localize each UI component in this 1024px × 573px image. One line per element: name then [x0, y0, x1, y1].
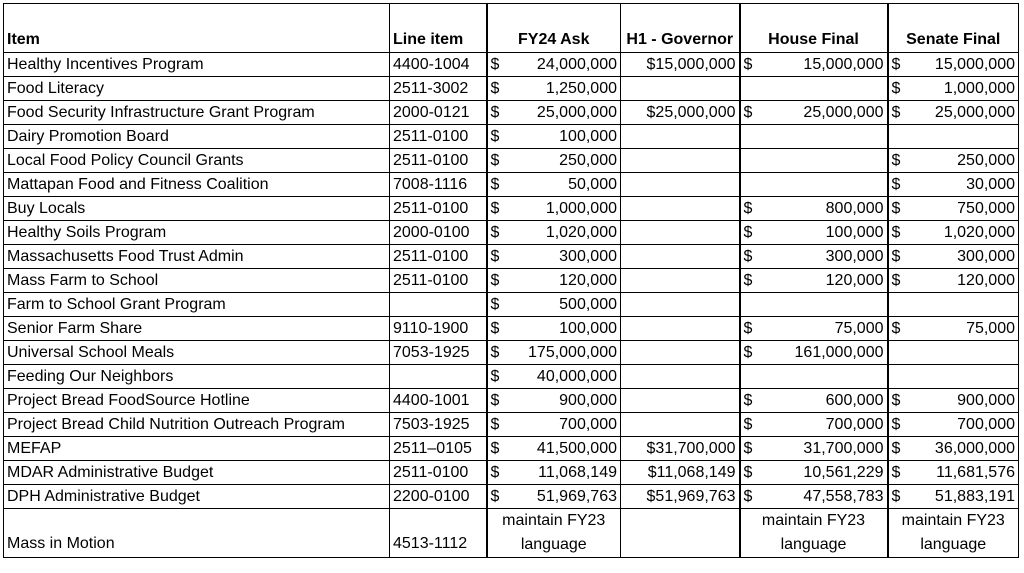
header-senate-final: Senate Final: [888, 4, 1019, 53]
amount-value: 120,000: [825, 271, 884, 289]
cell-governor: $15,000,000: [621, 53, 740, 77]
currency-symbol: $: [490, 79, 500, 97]
amount-value: 11,681,576: [936, 463, 1015, 481]
table-row: [4, 77, 1019, 101]
currency-symbol: $: [743, 391, 753, 409]
cell-item: Food Security Infrastructure Grant Program: [4, 101, 390, 125]
cell-house: maintain FY23 language: [740, 509, 888, 558]
cell-house: [740, 389, 888, 413]
table-row: [4, 413, 1019, 437]
currency-symbol: $: [743, 271, 753, 289]
cell-item: Project Bread FoodSource Hotline: [4, 389, 390, 413]
cell-governor: $25,000,000: [621, 101, 740, 125]
cell-house: [740, 197, 888, 221]
amount-value: 700,000: [957, 415, 1015, 433]
cell-governor: $11,068,149: [621, 461, 740, 485]
cell-house: [740, 221, 888, 245]
currency-symbol: $: [891, 223, 901, 241]
amount-value: 50,000: [568, 175, 617, 193]
cell-senate: [888, 197, 1019, 221]
amount-value: 700,000: [559, 415, 617, 433]
currency-symbol: $: [891, 247, 901, 265]
currency-symbol: $: [743, 487, 753, 505]
currency-symbol: $: [743, 343, 753, 361]
cell-senate: [888, 53, 1019, 77]
amount-value: 1,020,000: [943, 223, 1015, 241]
amount-value: 40,000,000: [536, 367, 617, 385]
currency-symbol: $: [891, 439, 901, 457]
cell-house: [740, 461, 888, 485]
cell-governor: [621, 77, 740, 101]
cell-ask: [487, 437, 621, 461]
cell-senate: [888, 245, 1019, 269]
amount-value: 120,000: [957, 271, 1015, 289]
cell-house: [740, 269, 888, 293]
table-row: [4, 317, 1019, 341]
cell-line-item: 2511-0100: [390, 125, 487, 149]
cell-ask: [487, 221, 621, 245]
currency-symbol: $: [891, 199, 901, 217]
cell-ask: [487, 365, 621, 389]
amount-value: 300,000: [825, 247, 884, 265]
cell-ask: [487, 269, 621, 293]
currency-symbol: $: [490, 439, 500, 457]
cell-ask: [487, 413, 621, 437]
cell-ask: [487, 53, 621, 77]
cell-line-item: 7008-1116: [390, 173, 487, 197]
amount-value: 120,000: [559, 271, 617, 289]
budget-table: [3, 3, 1019, 558]
amount-value: 15,000,000: [803, 55, 884, 73]
cell-senate: maintain FY23 language: [888, 509, 1019, 558]
amount-value: 25,000,000: [536, 103, 617, 121]
header-h1-governor: H1 - Governor: [621, 4, 740, 53]
currency-symbol: $: [743, 199, 753, 217]
currency-symbol: $: [743, 415, 753, 433]
cell-ask: [487, 485, 621, 509]
cell-item: Farm to School Grant Program: [4, 293, 390, 317]
amount-value: 900,000: [957, 391, 1015, 409]
cell-item: MDAR Administrative Budget: [4, 461, 390, 485]
cell-governor: [621, 317, 740, 341]
amount-value: 41,500,000: [536, 439, 617, 457]
cell-governor: [621, 125, 740, 149]
amount-value: 51,969,763: [536, 487, 617, 505]
amount-value: 250,000: [559, 151, 617, 169]
cell-item: DPH Administrative Budget: [4, 485, 390, 509]
amount-value: 300,000: [559, 247, 617, 265]
cell-house: [740, 293, 888, 317]
amount-value: 25,000,000: [803, 103, 884, 121]
currency-symbol: $: [743, 55, 753, 73]
cell-senate: [888, 125, 1019, 149]
amount-value: 900,000: [559, 391, 617, 409]
currency-symbol: $: [743, 247, 753, 265]
cell-line-item: 2511-0100: [390, 461, 487, 485]
cell-line-item: 2511-0100: [390, 245, 487, 269]
cell-line-item: 2000-0121: [390, 101, 487, 125]
currency-symbol: $: [743, 223, 753, 241]
cell-governor: [621, 173, 740, 197]
currency-symbol: $: [891, 415, 901, 433]
cell-ask: [487, 125, 621, 149]
cell-line-item: 2511-0100: [390, 197, 487, 221]
amount-value: 30,000: [966, 175, 1015, 193]
cell-governor: [621, 245, 740, 269]
cell-ask: [487, 101, 621, 125]
cell-line-item: 2511–0105: [390, 437, 487, 461]
cell-line-item: 2000-0100: [390, 221, 487, 245]
currency-symbol: $: [891, 463, 901, 481]
cell-senate: [888, 149, 1019, 173]
amount-value: 600,000: [825, 391, 884, 409]
amount-value: 11,068,149: [538, 463, 617, 481]
cell-house: [740, 101, 888, 125]
amount-value: 1,020,000: [545, 223, 617, 241]
cell-line-item: 7503-1925: [390, 413, 487, 437]
currency-symbol: $: [490, 295, 500, 313]
cell-governor: [621, 341, 740, 365]
cell-house: [740, 77, 888, 101]
currency-symbol: $: [490, 271, 500, 289]
amount-value: 750,000: [957, 199, 1015, 217]
table-row: [4, 245, 1019, 269]
amount-value: 1,000,000: [545, 199, 617, 217]
cell-item: Senior Farm Share: [4, 317, 390, 341]
cell-senate: [888, 77, 1019, 101]
table-row: [4, 485, 1019, 509]
amount-value: 161,000,000: [794, 343, 884, 361]
currency-symbol: $: [490, 391, 500, 409]
currency-symbol: $: [490, 103, 500, 121]
currency-symbol: $: [891, 79, 901, 97]
currency-symbol: $: [490, 55, 500, 73]
table-row: [4, 149, 1019, 173]
cell-item: Mass in Motion: [4, 509, 390, 558]
cell-senate: [888, 413, 1019, 437]
cell-item: Buy Locals: [4, 197, 390, 221]
cell-item: Mattapan Food and Fitness Coalition: [4, 173, 390, 197]
cell-line-item: 2511-0100: [390, 149, 487, 173]
cell-ask: [487, 149, 621, 173]
amount-value: 1,250,000: [545, 79, 617, 97]
cell-ask: [487, 77, 621, 101]
cell-governor: $31,700,000: [621, 437, 740, 461]
table-row: [4, 125, 1019, 149]
currency-symbol: $: [490, 415, 500, 433]
table-row: [4, 461, 1019, 485]
currency-symbol: $: [490, 463, 500, 481]
cell-house: [740, 173, 888, 197]
currency-symbol: $: [490, 247, 500, 265]
table-row: [4, 197, 1019, 221]
currency-symbol: $: [891, 103, 901, 121]
currency-symbol: $: [490, 343, 500, 361]
amount-value: 75,000: [834, 319, 884, 337]
currency-symbol: $: [490, 487, 500, 505]
cell-item: Universal School Meals: [4, 341, 390, 365]
cell-ask: [487, 461, 621, 485]
cell-ask: maintain FY23 language: [487, 509, 621, 558]
amount-value: 100,000: [825, 223, 884, 241]
amount-value: 47,558,783: [803, 487, 884, 505]
cell-line-item: [390, 365, 487, 389]
currency-symbol: $: [743, 319, 753, 337]
amount-value: 300,000: [957, 247, 1015, 265]
cell-ask: [487, 293, 621, 317]
cell-governor: [621, 269, 740, 293]
cell-senate: [888, 317, 1019, 341]
cell-item: Massachusetts Food Trust Admin: [4, 245, 390, 269]
table-row: [4, 341, 1019, 365]
amount-value: 36,000,000: [934, 439, 1015, 457]
header-item: Item: [4, 4, 390, 53]
cell-governor: [621, 389, 740, 413]
cell-item: Mass Farm to School: [4, 269, 390, 293]
amount-value: 15,000,000: [934, 55, 1015, 73]
cell-item: Healthy Incentives Program: [4, 53, 390, 77]
table-row: [4, 269, 1019, 293]
amount-value: 31,700,000: [803, 439, 884, 457]
currency-symbol: $: [743, 439, 753, 457]
cell-house: [740, 53, 888, 77]
amount-value: 175,000,000: [528, 343, 617, 361]
cell-item: Local Food Policy Council Grants: [4, 149, 390, 173]
amount-value: 25,000,000: [934, 103, 1015, 121]
cell-line-item: 2511-3002: [390, 77, 487, 101]
amount-value: 700,000: [825, 415, 884, 433]
cell-governor: [621, 509, 740, 558]
cell-house: [740, 485, 888, 509]
amount-value: 250,000: [957, 151, 1015, 169]
header-house-final: House Final: [740, 4, 888, 53]
cell-governor: [621, 413, 740, 437]
table-row: [4, 389, 1019, 413]
cell-senate: [888, 293, 1019, 317]
currency-symbol: $: [891, 487, 901, 505]
currency-symbol: $: [891, 391, 901, 409]
cell-line-item: 2200-0100: [390, 485, 487, 509]
amount-value: 10,561,229: [803, 463, 884, 481]
table-row: [4, 365, 1019, 389]
cell-senate: [888, 173, 1019, 197]
cell-senate: [888, 365, 1019, 389]
cell-line-item: 9110-1900: [390, 317, 487, 341]
table-row: [4, 437, 1019, 461]
cell-item: MEFAP: [4, 437, 390, 461]
currency-symbol: $: [891, 271, 901, 289]
cell-senate: [888, 485, 1019, 509]
cell-house: [740, 413, 888, 437]
amount-value: 100,000: [559, 319, 617, 337]
cell-senate: [888, 437, 1019, 461]
amount-value: 500,000: [559, 295, 617, 313]
amount-value: 51,883,191: [934, 487, 1015, 505]
currency-symbol: $: [891, 55, 901, 73]
cell-item: Feeding Our Neighbors: [4, 365, 390, 389]
currency-symbol: $: [490, 127, 500, 145]
cell-house: [740, 125, 888, 149]
cell-item: Dairy Promotion Board: [4, 125, 390, 149]
table-row: [4, 53, 1019, 77]
cell-ask: [487, 317, 621, 341]
cell-house: [740, 317, 888, 341]
table-row: [4, 101, 1019, 125]
cell-house: [740, 437, 888, 461]
currency-symbol: $: [891, 175, 901, 193]
cell-item: Project Bread Child Nutrition Outreach Program: [4, 413, 390, 437]
cell-item: Food Literacy: [4, 77, 390, 101]
amount-value: 100,000: [559, 127, 617, 145]
cell-ask: [487, 173, 621, 197]
table-row: [4, 293, 1019, 317]
cell-house: [740, 341, 888, 365]
header-line-item: Line item: [390, 4, 487, 53]
cell-senate: [888, 341, 1019, 365]
cell-item: Healthy Soils Program: [4, 221, 390, 245]
header-row: [4, 4, 1019, 53]
cell-senate: [888, 101, 1019, 125]
currency-symbol: $: [490, 151, 500, 169]
cell-line-item: 2511-0100: [390, 269, 487, 293]
cell-ask: [487, 197, 621, 221]
header-fy24-ask: FY24 Ask: [487, 4, 621, 53]
currency-symbol: $: [891, 151, 901, 169]
amount-value: 1,000,000: [943, 79, 1015, 97]
currency-symbol: $: [490, 199, 500, 217]
cell-line-item: 4400-1001: [390, 389, 487, 413]
cell-governor: [621, 221, 740, 245]
currency-symbol: $: [743, 103, 753, 121]
cell-governor: $51,969,763: [621, 485, 740, 509]
cell-line-item: 7053-1925: [390, 341, 487, 365]
cell-ask: [487, 245, 621, 269]
cell-ask: [487, 341, 621, 365]
table-row: [4, 173, 1019, 197]
currency-symbol: $: [490, 319, 500, 337]
cell-governor: [621, 293, 740, 317]
amount-value: 800,000: [825, 199, 884, 217]
table-row: [4, 221, 1019, 245]
cell-governor: [621, 365, 740, 389]
cell-governor: [621, 149, 740, 173]
cell-line-item: [390, 293, 487, 317]
currency-symbol: $: [743, 463, 753, 481]
cell-senate: [888, 269, 1019, 293]
currency-symbol: $: [490, 175, 500, 193]
cell-house: [740, 365, 888, 389]
currency-symbol: $: [490, 367, 500, 385]
cell-line-item: 4400-1004: [390, 53, 487, 77]
amount-value: 24,000,000: [536, 55, 617, 73]
cell-senate: [888, 221, 1019, 245]
currency-symbol: $: [490, 223, 500, 241]
cell-governor: [621, 197, 740, 221]
amount-value: 75,000: [966, 319, 1015, 337]
cell-ask: [487, 389, 621, 413]
cell-house: [740, 245, 888, 269]
cell-senate: [888, 389, 1019, 413]
currency-symbol: $: [891, 319, 901, 337]
cell-house: [740, 149, 888, 173]
table-row: [4, 509, 1019, 558]
cell-line-item: 4513-1112: [390, 509, 487, 558]
cell-senate: [888, 461, 1019, 485]
